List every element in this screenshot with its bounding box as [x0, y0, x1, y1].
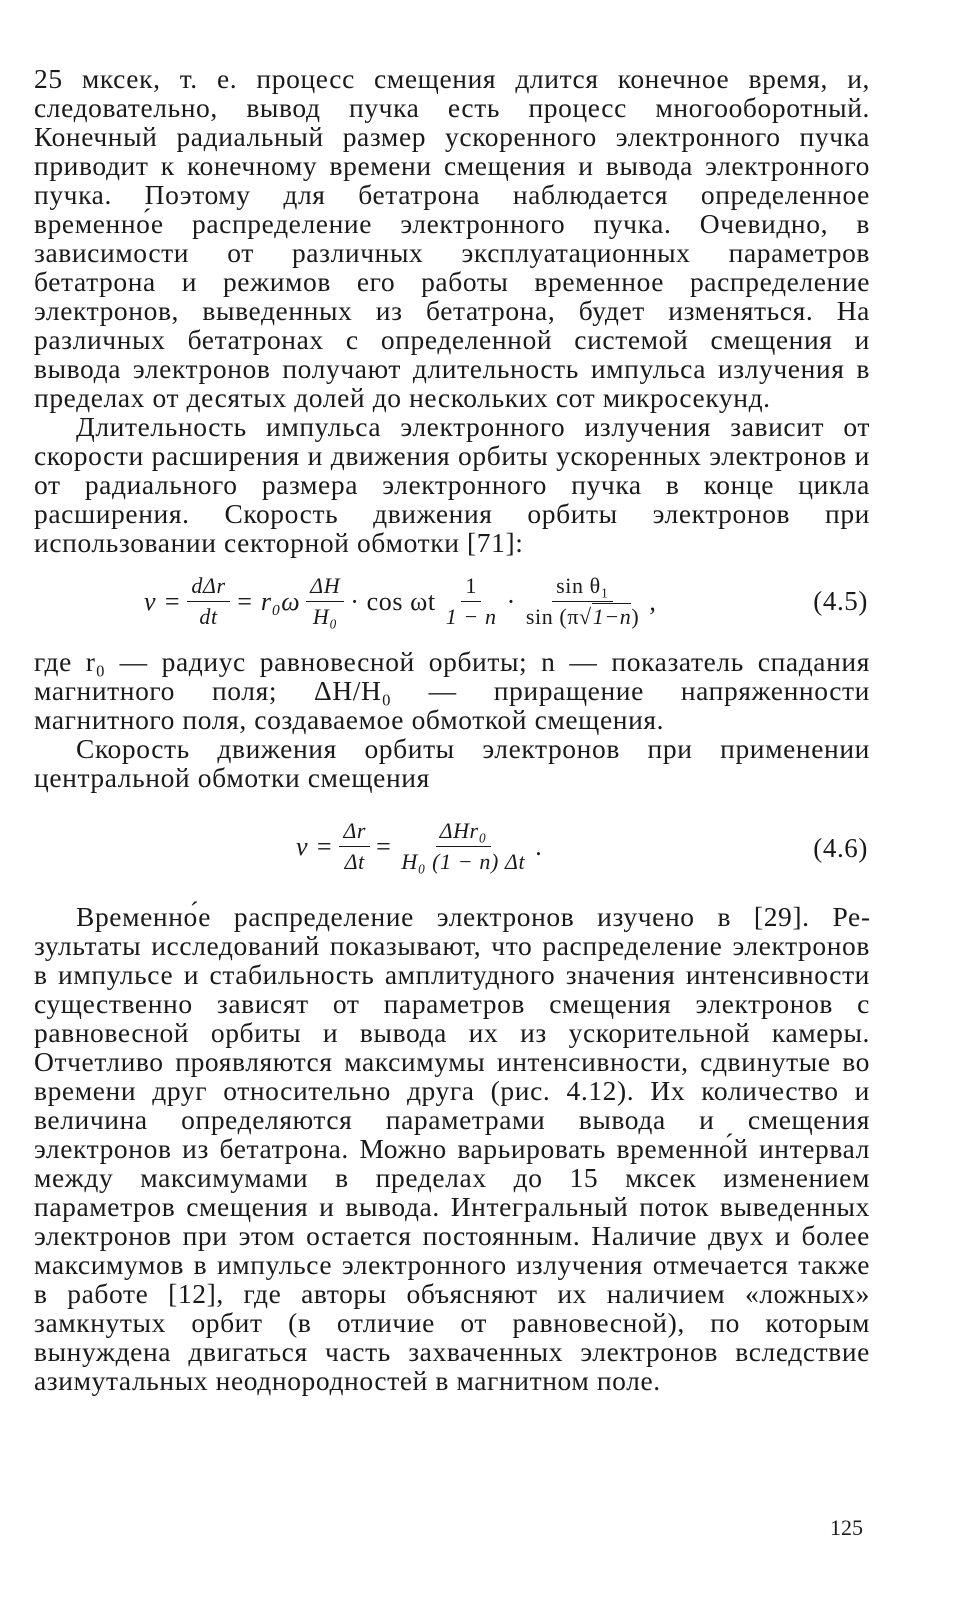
formula-4-5-f4-den-pre: sin (π	[525, 603, 580, 629]
formula-4-5-f2-denominator: H₀	[312, 603, 338, 629]
formula-4-5-dot: ·	[506, 586, 516, 616]
formula-4-6-lhs: v =	[296, 831, 334, 861]
formula-4-6-fraction-1	[339, 818, 370, 875]
formula-4-6-f2-numerator: ΔHr₀	[436, 818, 491, 847]
formula-4-5-f2-numerator: ΔH	[306, 573, 344, 602]
formula-4-5-lhs: v =	[144, 586, 182, 616]
formula-4-6-f2-denominator: H₀ (1 − n) Δt	[401, 848, 526, 874]
formula-4-5-comma: ,	[649, 586, 657, 616]
paragraph-3: где r₀ — радиус равновесной орбиты; n — показатель спадания магнитного поля; ΔH/H₀ — приращение напряженности магнитного поля, создаваемое обмоткой смещения.	[34, 646, 870, 735]
formula-4-6-fraction-2	[397, 818, 529, 875]
formula-4-5-fraction-1	[187, 573, 229, 630]
formula-4-6-body	[296, 810, 542, 882]
paragraph-5: Временно́е распределение электронов изучено в [29]. Результаты исследований показывают, что распределение электронов в импульсе и стабильность амплитудного значения интенсивности существенно зависят от параметров смещения электронов с равновесной орбиты и вывода их из ускорительной камеры. Отчетливо проявляются максимумы интенсивности, сдвинутые во времени друг относительно друга (рис. 4.12). Их количество и величина определяются параметрами вывода и смещения электронов из бетатрона. Можно варьировать временно́й интервал между максимумами в пределах до 15 мксек изменением параметров смещения и вывода. Интегральный поток выведенных электронов при этом остается постоянным. Наличие двух и более максимумов в импульсе электронного излучения отмечается также в работе [12], где авторы объясняют их наличием «ложных» замкнутых орбит (в отличие от равновесной), по которым вынуждена двигаться часть захваченных электронов вследствие азимутальных неоднородностей в магнитном поле.	[34, 901, 870, 1396]
formula-4-5-body	[144, 565, 656, 637]
page-body	[34, 64, 870, 1395]
formula-4-5-f4-denominator	[522, 602, 644, 630]
formula-4-5-f4-numerator: sin θ₁	[552, 573, 613, 602]
formula-4-5	[34, 565, 870, 641]
formula-4-5-f4-den-post: )	[631, 603, 640, 629]
formula-4-5-fraction-3	[442, 573, 501, 630]
formula-4-5-number: (4.5)	[813, 586, 868, 616]
formula-4-5-fraction-4	[522, 573, 644, 630]
formula-4-6-eq2: =	[376, 831, 392, 861]
paragraph-4: Скорость движения орбиты электронов при применении центральной обмотки смещения	[34, 733, 870, 793]
formula-4-5-radicand: 1−n	[592, 603, 632, 629]
formula-4-5-f3-numerator: 1	[461, 573, 481, 602]
formula-4-6	[34, 800, 870, 896]
paragraph-1: 25 мксек, т. е. процесс смещения длится конечное время, и, следовательно, вывод пучка есть процесс многооборотный. Конечный радиальный размер ускоренного электронного пучка приводит к конечному времени смещения и вывода электронного пучка. Поэтому для бетатрона наблюдается определенное временно́е распределение электронного пучка. Очевидно, в зависимости от различных эксплуатационных параметров бетатрона и режимов его работы временное распределение электронов, выведенных из бетатрона, будет изменяться. На различных бетатронах с определенной системой смещения и вывода электронов получают длительность импульса излучения в пределах от десятых долей до нескольких сот микросекунд.	[34, 63, 870, 413]
formula-4-6-f1-denominator: Δt	[344, 848, 365, 874]
formula-4-5-fraction-2	[306, 573, 344, 630]
formula-4-5-eq2: = r₀ω	[235, 586, 301, 616]
formula-4-5-cos: · cos ωt	[350, 586, 436, 616]
paragraph-2: Длительность импульса электронного излучения зависит от скорости расширения и движения орбиты ускоренных электронов и от радиального размера электронного пучка в конце цикла расширения. Скорость движения орбиты электронов при использовании секторной обмотки [71]:	[34, 411, 870, 558]
formula-4-6-f1-numerator: Δr	[339, 818, 370, 847]
formula-4-5-root-sign: √	[579, 603, 592, 629]
formula-4-6-number: (4.6)	[813, 833, 868, 863]
formula-4-5-f1-denominator: dt	[199, 603, 218, 629]
formula-4-6-period: .	[535, 831, 543, 861]
page-number: 125	[830, 1515, 863, 1540]
formula-4-5-f3-denominator: 1 − n	[445, 603, 497, 629]
formula-4-5-f1-numerator: dΔr	[187, 573, 229, 602]
